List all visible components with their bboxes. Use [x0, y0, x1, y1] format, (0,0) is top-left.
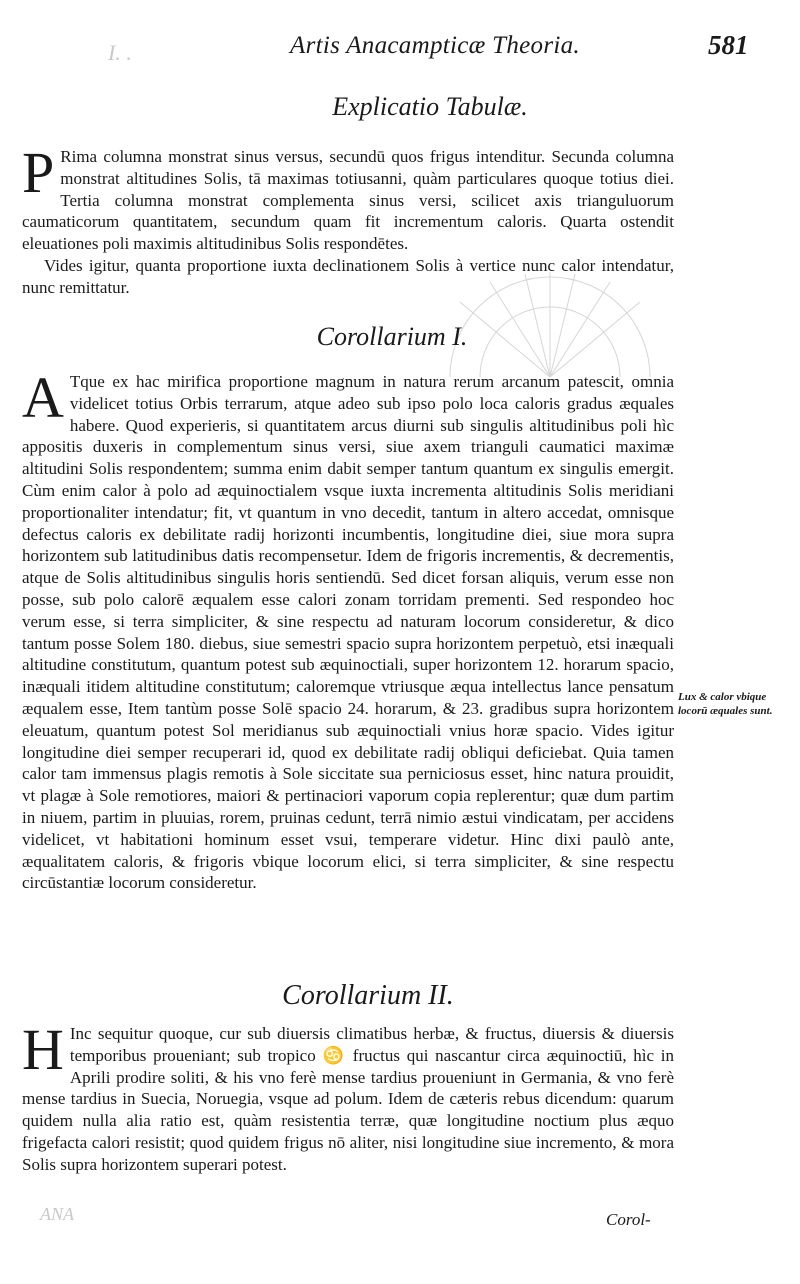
margin-note: Lux & calor vbique locorū æquales sunt. — [678, 691, 773, 717]
explicatio-text-2: Vides igitur, quanta proportione iuxta declinationem Solis à vertice nunc calor intendatur, nunc remittatur. — [22, 255, 674, 297]
drop-cap: H — [22, 1017, 64, 1082]
corollarium-2-text: Inc sequitur quoque, cur sub diuersis climatibus herbæ, & fructus, diuersis & diuersis temporibus proueniant; sub tropico ♋ fructus qui nascantur circa æquinoctiū, hìc in Aprili prodire soliti, & his vno ferè mense tardius proueniunt in Germania, & vno ferè mense tardius in Suecia, Noruegia, vsque ad polum. Idem de cæteris rebus dicendum: quarum quidem nulla alia ratio est, quàm resistentia terræ, quæ longitudine noctium plus æquo frigefacta calori resistit; quod quidem frigus nō aliter, nisi longitudine siue incremento, & mora Solis supra horizontem superari potest. — [22, 1024, 674, 1174]
running-head: Artis Anacampticæ Theoria. — [290, 32, 580, 59]
catchword: Corol- — [606, 1210, 651, 1229]
section-title-corollarium-1: Corollarium I. — [316, 322, 468, 351]
section-title-explicatio: Explicatio Tabulæ. — [332, 92, 528, 121]
explicatio-text: Rima columna monstrat sinus versus, secundū quos frigus intenditur. Secunda columna monstrat altitudines Solis, tā maximas totiusanni, quàm particulares quoque totius diei. Tertia columna monstrat complementa sinus versi, scilicet axis trianguluorum caumaticorum quantitatem, secundum quam fit incrementum caloris. Quarta ostendit eleuationes poli maximis altitudinibus Solis respondētes. — [22, 147, 674, 254]
show-through-text-bottom: ANA — [40, 1204, 74, 1224]
corollarium-2-paragraph — [22, 1017, 674, 1176]
drop-cap: A — [22, 365, 64, 430]
page-number: 581 — [708, 30, 749, 60]
show-through-text-top: I. . — [108, 40, 132, 65]
corollarium-1-paragraph — [22, 365, 674, 894]
drop-cap: P — [22, 140, 55, 205]
explicatio-paragraph — [22, 140, 674, 299]
corollarium-1-text: Tque ex hac mirifica proportione magnum in natura rerum arcanum patescit, omnia videlicet totius Orbis terrarum, atque adeo sub ipso polo loca caloris gradus æquales habere. Quod experieris, si quantitatem arcus diurni sub singulis altitudinibus poli hìc appositis duxeris in complementum sinus versi, siue axem trianguli caumatici maximæ altitudini Solis respondentem; summa enim dabit semper tantum quantum ex singulis emergit. Cùm enim calor à polo ad æquinoctialem vsque iuxta incrementa altitudinis Solis meridiani proportionaliter intendatur; fit, vt quantum in vno decedit, tantum in altero accedat, omnisque defectus caloris ex debilitate radij horizonti incumbentis, longitudine diei, siue mora supra horizontem sub latitudinibus datis recompensetur. Idem de frigoris incrementis, & decrementis, atque de Solis altitudinibus singulis horis sentiendū. Sed dicet forsan aliquis, verum esse non posse, sub polo calorē æqualem esse calori zonam torridam prementi. Sed respondeo hoc verum esse, si terra simpliciter, & sine respectu ad naturam locorum consideretur, & dico tantum posse Solem 180. diebus, siue semestri spacio supra horizontem perpetuò, etsi inæquali altitudine constitutum, quantum potest sub æquinoctiali, super horizontem 12. horarum spacio, inæquali itidem altitudine constitutum; caloremque vtriusque æqua intellectus lance pensatum æqualem esse, Item tantùm posse Solē spacio 24. horarum, & 23. gradibus supra horizontem eleuatum, quantum potest Sol meridianus sub æquinoctiali vnius horæ spacio. Vides igitur longitudine diei semper recuperari id, quod ex debilitate radij obliqui deficiebat. Quia tamen calor tam immensus plagis remotis à Sole siccitate sua perniciosus esset, hinc natura prouidit, vt plagæ à Sole remotiores, maiori & pertinaciori vaporum copia replerentur; quæ dum partim in niuem, partim in pluuias, rorem, pruinas cedunt, terrā nimio æstui vindicatam, per accidens videlicet, vt habitationi hominum esset vsui, temperare videtur. Hinc dixi paulò ante, æqualitatem caloris, & frigoris vbique locorum elici, si terra simpliciter, & sine respectu circūstantiæ locorum consideretur. — [22, 372, 674, 893]
section-title-corollarium-2: Corollarium II. — [282, 980, 454, 1011]
